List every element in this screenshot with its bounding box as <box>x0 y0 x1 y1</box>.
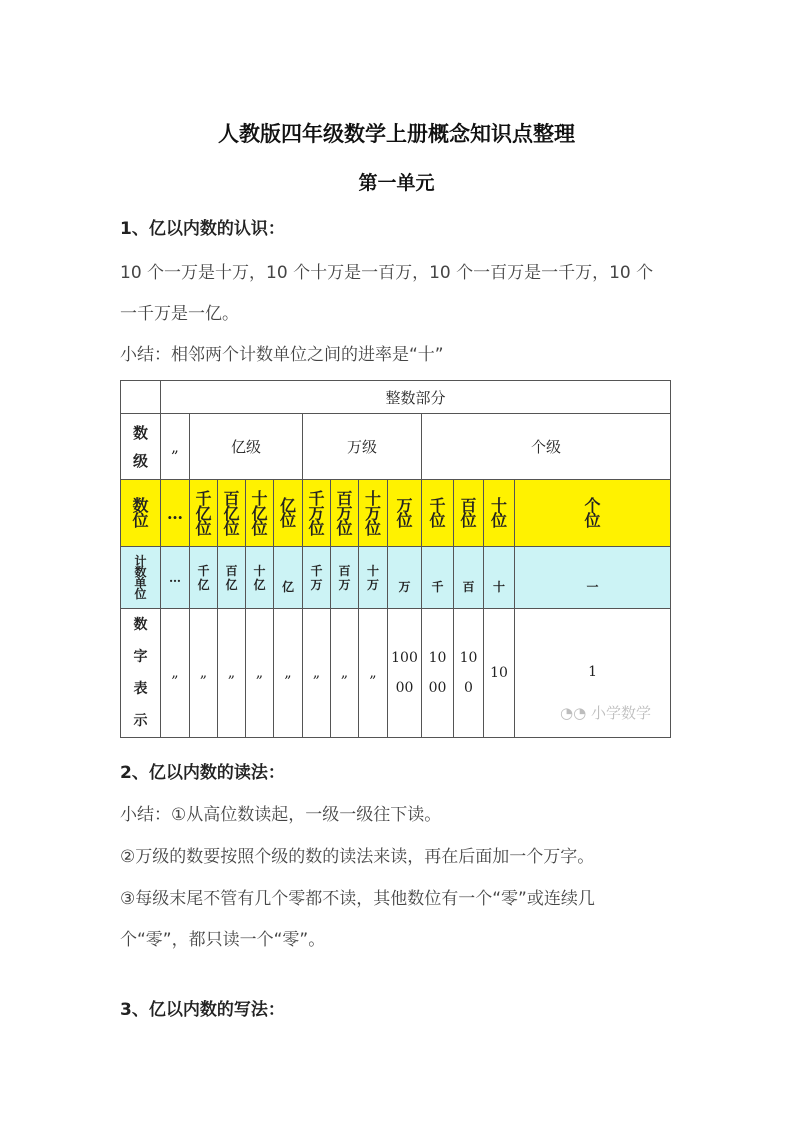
table-cell: 10 0 <box>454 609 484 738</box>
table-cell: 十亿 <box>246 547 274 609</box>
table-corner-cell <box>121 381 161 414</box>
section2-rule3b: 个“零”，都只读一个“零”。 <box>120 930 326 950</box>
place-value-table <box>120 380 671 738</box>
level-row <box>121 414 671 480</box>
table-cell: 万 <box>388 547 422 609</box>
unit-heading: 第一单元 <box>358 172 435 194</box>
table-cell: 百亿 <box>218 547 246 609</box>
level-wan: 万级 <box>303 414 422 480</box>
section1-heading: 1、亿以内数的认识： <box>120 219 285 239</box>
table-cell: 十万位 <box>359 480 388 547</box>
table-cell: „ <box>359 609 388 738</box>
table-cell: „ <box>274 609 303 738</box>
table-cell: „ <box>161 609 190 738</box>
table-cell: 千亿 <box>190 547 218 609</box>
section1-line2: 一千万是一亿。 <box>120 304 239 324</box>
table-cell: 百亿位 <box>218 480 246 547</box>
table-cell: „ <box>246 609 274 738</box>
level-ge: 个级 <box>422 414 671 480</box>
table-cell: „ <box>218 609 246 738</box>
section1-line1: 10 个一万是十万，10 个十万是一百万，10 个一百万是一千万，10 个 <box>120 263 654 283</box>
section2-heading: 2、亿以内数的读法： <box>120 763 285 783</box>
table-cell: 亿位 <box>274 480 303 547</box>
table-cell: 百万 <box>331 547 359 609</box>
document-title: 人教版四年级数学上册概念知识点整理 <box>218 121 575 146</box>
table-cell: 10 00 <box>422 609 454 738</box>
table-cell: „ <box>303 609 331 738</box>
section2-rule2: ②万级的数要按照个级的数的读法来读，再在后面加一个万字。 <box>120 847 595 867</box>
table-cell: 1 <box>515 609 671 738</box>
watermark: ◔◔ 小学数学 <box>560 704 651 722</box>
table-cell: … <box>161 547 190 609</box>
table-cell: 十亿位 <box>246 480 274 547</box>
row-label-digit: 数位 <box>121 480 161 547</box>
section2-rule3a: ③每级末尾不管有几个零都不读，其他数位有一个“零”或连续几 <box>120 889 595 909</box>
wechat-icon: ◔◔ <box>560 704 587 722</box>
table-cell: 百 <box>454 547 484 609</box>
table-cell: 百万位 <box>331 480 359 547</box>
table-cell: 100 00 <box>388 609 422 738</box>
table-cell: 十 <box>484 547 515 609</box>
integer-part-header: 整数部分 <box>161 381 671 414</box>
row-label-level: 数级 <box>121 414 161 480</box>
unit-row <box>121 547 671 609</box>
table-cell: 10 <box>484 609 515 738</box>
row-label-unit: 计数单位 <box>121 547 161 609</box>
table-cell: 百位 <box>454 480 484 547</box>
table-cell: „ <box>190 609 218 738</box>
table-cell: 万位 <box>388 480 422 547</box>
section2-rule1: 小结：①从高位数读起，一级一级往下读。 <box>120 805 442 825</box>
level-ellipsis: „ <box>161 414 190 480</box>
digit-row <box>121 480 671 547</box>
table-cell: 个位 <box>515 480 671 547</box>
table-cell: 十万 <box>359 547 388 609</box>
table-cell: 亿 <box>274 547 303 609</box>
section1-summary: 小结：相邻两个计数单位之间的进率是“十” <box>120 345 444 365</box>
table-header-row <box>121 381 671 414</box>
table-cell: 千 <box>422 547 454 609</box>
table-cell: „ <box>331 609 359 738</box>
table-cell: 千亿位 <box>190 480 218 547</box>
table-cell: 千万位 <box>303 480 331 547</box>
table-cell: 千位 <box>422 480 454 547</box>
table-cell: 一 <box>515 547 671 609</box>
level-yi: 亿级 <box>190 414 303 480</box>
section3-heading: 3、亿以内数的写法： <box>120 1000 285 1020</box>
table-cell: 千万 <box>303 547 331 609</box>
table-cell: … <box>161 480 190 547</box>
table-cell: 十位 <box>484 480 515 547</box>
row-label-value: 数字表示 <box>121 609 161 738</box>
